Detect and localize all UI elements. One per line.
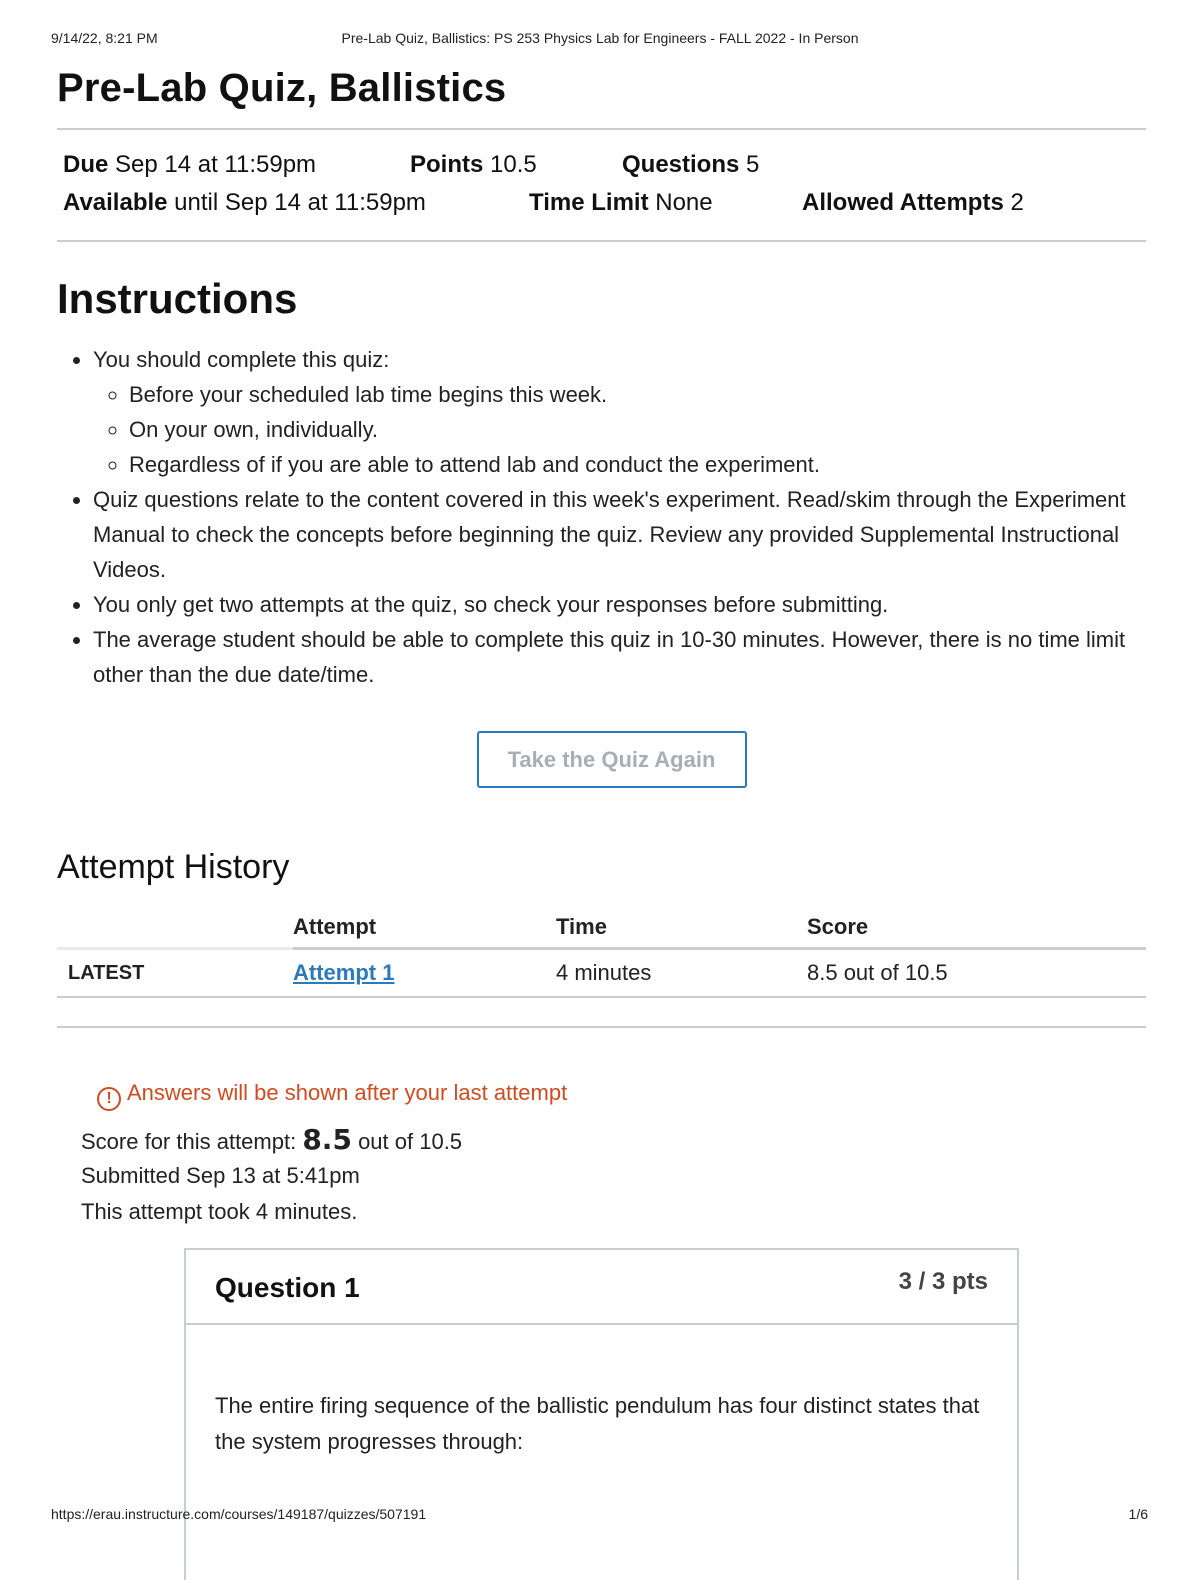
question-card: [184, 1248, 1019, 1580]
availability: Available until Sep 14 at 11:59pm: [63, 189, 426, 216]
list-item: • You should complete this quiz: ◦ Before your scheduled lab time begins this week. ◦ On your own, individually. ◦ Regardless of if you are able to attend lab and conduct the experiment.: [93, 342, 1146, 482]
instructions-heading: Instructions: [57, 275, 298, 322]
question-text: The entire firing sequence of the ballistic pendulum has four distinct states that the system progresses through:: [215, 1393, 980, 1454]
quiz-content: [57, 62, 1146, 1230]
time-cell: 4 minutes: [556, 949, 807, 998]
points: Points 10.5: [410, 151, 537, 178]
attempt-duration: This attempt took 4 minutes.: [81, 1199, 358, 1224]
take-quiz-again-button[interactable]: Take the Quiz Again: [477, 731, 747, 788]
header-score: Score: [807, 907, 1146, 949]
question-header: [186, 1250, 1017, 1325]
quiz-details: [57, 128, 1146, 242]
header-time: Time: [556, 907, 807, 949]
table-header-row: [57, 907, 1146, 949]
page-title: Pre-Lab Quiz, Ballistics: [57, 66, 507, 110]
list-item: ◦ On your own, individually.: [129, 412, 1146, 447]
attempt-history-table: [57, 907, 1146, 998]
latest-tag: LATEST: [57, 949, 293, 998]
divider: [57, 1026, 1146, 1028]
question-title: Question 1: [215, 1272, 360, 1303]
table-row: [57, 949, 1146, 998]
question-count: Questions 5: [622, 151, 760, 178]
warning-icon: !: [97, 1087, 121, 1111]
attempt-cell: [293, 949, 556, 998]
header-attempt: Attempt: [293, 907, 556, 949]
allowed-attempts: Allowed Attempts 2: [802, 189, 1024, 216]
instructions-list: [57, 342, 1146, 692]
due-date: Due Sep 14 at 11:59pm: [63, 151, 317, 178]
attempt-link[interactable]: Attempt 1: [293, 960, 395, 985]
print-date: 9/14/22, 8:21 PM: [51, 30, 158, 46]
answers-warning: ! Answers will be shown after your last attempt: [57, 1078, 1146, 1108]
sub-list: [93, 377, 1146, 482]
print-page-title: Pre-Lab Quiz, Ballistics: PS 253 Physics Lab for Engineers - FALL 2022 - In Person: [341, 30, 859, 46]
question-points: 3 / 3 pts: [898, 1268, 988, 1295]
page-number: 1/6: [1128, 1506, 1148, 1522]
list-item: • The average student should be able to complete this quiz in 10-30 minutes. However, there is no time limit other than the due date/time.: [93, 622, 1146, 692]
attempt-score: Score for this attempt: 8.5 out of 10.5: [81, 1123, 463, 1156]
time-limit: Time Limit None: [529, 189, 713, 216]
retake-container: [57, 731, 1146, 787]
attempt-history-heading: Attempt History: [57, 848, 290, 886]
attempt-summary: [57, 1122, 1146, 1230]
submitted-time: Submitted Sep 13 at 5:41pm: [81, 1163, 360, 1188]
list-item: ◦ Before your scheduled lab time begins this week.: [129, 377, 1146, 412]
score-cell: 8.5 out of 10.5: [807, 949, 1146, 998]
header-blank: [57, 907, 293, 949]
list-item: • Quiz questions relate to the content covered in this week's experiment. Read/skim through the Experiment Manual to check the concepts before beginning the quiz. Review any provided Supplemental Instructional Videos.: [93, 482, 1146, 587]
print-url: https://erau.instructure.com/courses/149187/quizzes/507191: [51, 1506, 427, 1522]
print-header: [0, 30, 1200, 50]
list-item: ◦ Regardless of if you are able to attend lab and conduct the experiment.: [129, 447, 1146, 482]
list-item: • You only get two attempts at the quiz, so check your responses before submitting.: [93, 587, 1146, 622]
